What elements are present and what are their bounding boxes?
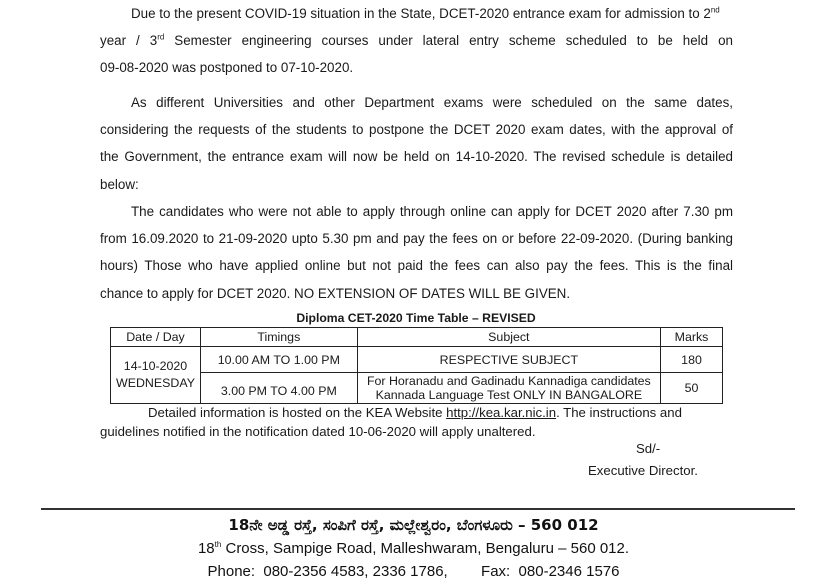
paragraph-postponement: [100, 0, 733, 82]
table-row: [111, 373, 723, 404]
table-header-cell: Date / Day: [111, 328, 201, 347]
paragraph-line: chance to apply for DCET 2020. NO EXTENSION OF DATES WILL BE GIVEN.: [100, 285, 571, 301]
table-header-row: [111, 328, 723, 347]
table-row: [111, 347, 723, 373]
paragraph-line: As different Universities and other Department exams were scheduled on the same dates,: [131, 95, 733, 110]
table-header-cell: Timings: [200, 328, 357, 347]
paragraph-line: considering the requests of the students to postpone the DCET 2020 exam dates, with the approval of: [100, 122, 733, 138]
info-line: Detailed information is hosted on the KEA Website http://kea.kar.nic.in. The instructions and: [148, 405, 682, 420]
paragraph-line: from 16.09.2020 to 21-09-2020 upto 5.30 pm and pay the fees on or before 22-09-2020. (During banking: [100, 231, 733, 247]
date-cell: [111, 347, 201, 404]
subject-cell: [357, 373, 660, 404]
paragraph-application: [100, 198, 733, 307]
signature-designation: Executive Director.: [588, 463, 698, 478]
info-paragraph: [100, 403, 740, 441]
timing-cell: 3.00 PM TO 4.00 PM: [200, 373, 357, 404]
paragraph-line: 09-08-2020 was postponed to 07-10-2020.: [100, 60, 354, 76]
timing-cell: 10.00 AM TO 1.00 PM: [200, 347, 357, 373]
signature-mark: Sd/-: [636, 441, 661, 456]
paragraph-line: The candidates who were not able to apply through online can apply for DCET 2020 after 7.30 pm: [131, 204, 733, 219]
exam-date: 14-10-2020: [123, 359, 188, 373]
kea-website-link[interactable]: http://kea.kar.nic.in: [446, 405, 557, 420]
subject-cell: RESPECTIVE SUBJECT: [357, 347, 660, 373]
footer-divider: [41, 508, 795, 510]
marks-cell: 50: [661, 373, 723, 404]
subject-line: For Horanadu and Gadinadu Kannadiga candidates: [366, 374, 651, 388]
timetable-table: [110, 327, 723, 404]
paragraph-line: year / 3rd Semester engineering courses under lateral entry scheme scheduled to be held on: [100, 32, 733, 49]
signature-block: [588, 439, 698, 480]
table-header-cell: Marks: [661, 328, 723, 347]
exam-day: WEDNESDAY: [116, 376, 195, 390]
footer-phone-fax: Phone: 080-2356 4583, 2336 1786, Fax: 080-2346 1576: [207, 563, 620, 580]
timetable-title: Diploma CET-2020 Time Table – REVISED: [296, 311, 536, 325]
paragraph-revised-date: [100, 89, 733, 198]
subject-line: Kannada Language Test ONLY IN BANGALORE: [375, 388, 643, 402]
info-line: guidelines notified in the notification dated 10-06-2020 will apply unaltered.: [100, 424, 536, 439]
paragraph-line: Due to the present COVID-19 situation in the State, DCET-2020 entrance exam for admission to 2nd: [131, 5, 720, 21]
table-header-cell: Subject: [357, 328, 660, 347]
paragraph-line: the Government, the entrance exam will now be held on 14-10-2020. The revised schedule is detailed: [100, 149, 733, 165]
footer-address-kannada: 18ನೇ ಅಡ್ಡ ರಸ್ತೆ, ಸಂಪಿಗೆ ರಸ್ತೆ, ಮಲ್ಲೇಶ್ವರಂ, ಬೆಂಗಳೂರು – 560 012: [228, 516, 599, 534]
paragraph-line: hours) Those who have applied online but not paid the fees can also pay the fees. This is the final: [100, 258, 733, 274]
paragraph-line: below:: [100, 176, 139, 192]
footer-address-english: 18th Cross, Sampige Road, Malleshwaram, Bengaluru – 560 012.: [197, 540, 630, 557]
marks-cell: 180: [661, 347, 723, 373]
